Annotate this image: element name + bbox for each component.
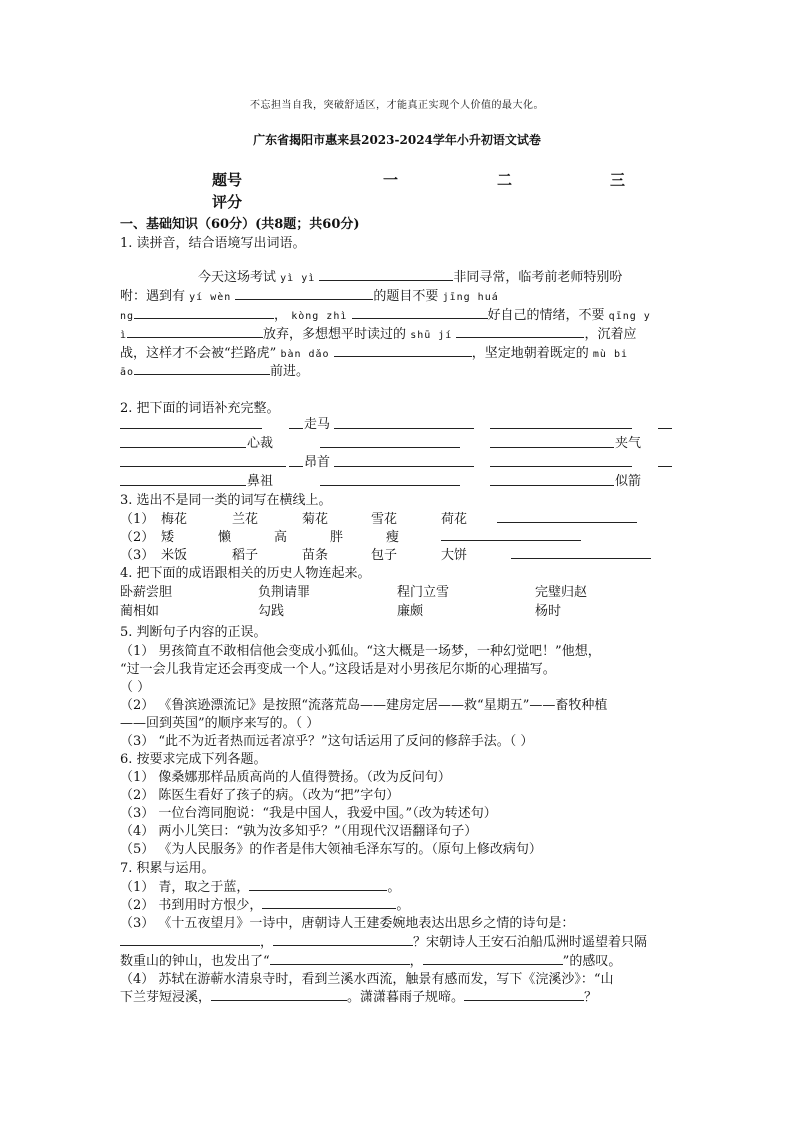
q7-item4-line2: [120, 986, 597, 1005]
q3-row1-number: （1）: [120, 512, 155, 527]
q7-text: ”的感叹。: [562, 954, 622, 969]
q3-word: 荷花: [441, 512, 468, 527]
pinyin: mù bi: [592, 349, 628, 360]
pinyin: yì yì: [280, 273, 316, 284]
q3-word: 梅花: [161, 512, 188, 527]
answer-blank[interactable]: [211, 988, 347, 1001]
q6-item: （3） 一位台湾同胞说：“我是中国人，我爱中国。”（改为转述句）: [120, 806, 497, 821]
q7-text: ，: [409, 954, 423, 969]
q1-line1: [198, 266, 622, 285]
answer-blank[interactable]: [490, 447, 614, 448]
q3-word: 高: [274, 530, 288, 545]
pinyin: ng: [120, 311, 135, 322]
q3-word: 胖: [330, 530, 344, 545]
answer-blank[interactable]: [273, 933, 413, 946]
answer-blank[interactable]: [441, 540, 581, 541]
q5-item2-line1: （2） 《鲁滨逊漂流记》是按照“流落荒岛——建房定居——救“星期五”——畜牧种植: [120, 698, 608, 713]
q1-line5: [120, 342, 628, 361]
q1-text: 咐：遇到有: [120, 289, 186, 304]
answer-blank[interactable]: [319, 268, 453, 281]
q4-idiom[interactable]: 负荆请罪: [258, 585, 311, 600]
q7-item1: [120, 876, 400, 895]
q2-word-xincai: 心裁: [247, 436, 274, 451]
q5-item1-answer[interactable]: （ ）: [120, 680, 151, 695]
table-col-2: 二: [497, 171, 513, 189]
q7-text: ，: [260, 935, 274, 950]
pinyin: qīng y: [608, 311, 651, 322]
q1-text: 的题目不要: [373, 289, 439, 304]
answer-blank[interactable]: [334, 428, 474, 429]
pinyin: ì: [120, 330, 128, 341]
q3-title: 3. 选出不是同一类的词写在横线上。: [120, 493, 332, 508]
answer-blank[interactable]: [464, 988, 584, 1001]
q5-item1-line2: “过一会儿我肯定还会再变成一个人。”这段话是对小男孩尼尔斯的心理描写。: [120, 662, 556, 677]
q7-text: 数重山的钟山，也发出了“: [120, 954, 270, 969]
q3-word: 兰花: [232, 512, 259, 527]
q1-text: ，: [274, 308, 288, 323]
q5-item3: （3） “此不为近者热而远者凉乎？”这句话运用了反问的修辞手法。（ ）: [120, 734, 534, 749]
q3-word: 大饼: [441, 548, 468, 563]
q3-word: 瘦: [386, 530, 400, 545]
q5-item2-line2: ——回到英国”的顺序来写的。（ ）: [120, 716, 320, 731]
pinyin: yí wèn: [189, 292, 232, 303]
answer-blank[interactable]: [289, 428, 303, 429]
q3-row3-number: （3）: [120, 548, 155, 563]
q7-text: （2） 书到用时方恨少，: [120, 898, 263, 913]
pinyin: shū jí: [410, 330, 453, 341]
q3-word: 包子: [371, 548, 398, 563]
q1-text: ，坚定地朝着既定的: [471, 346, 589, 361]
q4-person[interactable]: 勾践: [258, 604, 285, 619]
answer-blank[interactable]: [320, 485, 460, 486]
q1-text: 今天这场考试: [198, 270, 277, 285]
answer-blank[interactable]: [120, 485, 246, 486]
q4-idiom[interactable]: 卧薪尝胆: [120, 585, 173, 600]
answer-blank[interactable]: [658, 428, 672, 429]
pinyin: kòng zhì: [291, 311, 348, 322]
q4-idiom[interactable]: 完璧归赵: [535, 585, 588, 600]
answer-blank[interactable]: [490, 466, 632, 467]
section-heading: 一、基础知识（60分）(共8题；共60分): [120, 217, 360, 232]
q2-word-angshou: 昂首: [304, 455, 331, 470]
table-label-question-no: 题号: [212, 171, 243, 189]
q1-text: 前进。: [270, 364, 310, 379]
q3-word: 矮: [161, 530, 175, 545]
answer-blank[interactable]: [334, 344, 472, 357]
answer-blank[interactable]: [490, 428, 632, 429]
q3-word: 苗条: [302, 548, 329, 563]
q1-text: 非同寻常，临考前老师特别吩: [453, 270, 623, 285]
q3-word: 懒: [218, 530, 232, 545]
answer-blank[interactable]: [262, 896, 396, 909]
q7-text: 。: [396, 898, 410, 913]
answer-blank[interactable]: [658, 466, 672, 467]
q7-title: 7. 积累与运用。: [120, 861, 215, 876]
answer-blank[interactable]: [134, 362, 270, 375]
pinyin: jīng huá: [442, 292, 499, 303]
q4-person[interactable]: 廉颇: [397, 604, 424, 619]
table-label-score: 评分: [212, 193, 243, 211]
q7-item3-line2: [120, 931, 647, 950]
answer-blank[interactable]: [334, 466, 474, 467]
q4-idiom[interactable]: 程门立雪: [397, 585, 450, 600]
answer-blank[interactable]: [235, 287, 373, 300]
q1-text: ，沉着应: [584, 327, 637, 342]
q6-item: （1） 像桑娜那样品质高尚的人值得赞扬。（改为反问句）: [120, 770, 451, 785]
q7-text: 。潇潇暮雨子规啼。: [347, 990, 465, 1005]
answer-blank[interactable]: [423, 952, 563, 965]
q2-word-bizu: 鼻祖: [247, 474, 274, 489]
q4-person[interactable]: 杨时: [535, 604, 562, 619]
q7-text: ？宋朝诗人王安石泊船瓜洲时遥望着只隔: [413, 935, 648, 950]
answer-blank[interactable]: [497, 522, 637, 523]
q7-text: （1） 青，取之于蓝，: [120, 880, 250, 895]
pinyin: āo: [120, 367, 135, 378]
table-col-1: 一: [383, 171, 399, 189]
q5-item1-line1: （1） 男孩简直不敢相信他会变成小狐仙。“这大概是一场梦，一种幻觉吧！”他想，: [120, 644, 601, 659]
q2-word-jiaqi: 夹气: [615, 436, 642, 451]
q1-line4: [120, 323, 636, 342]
answer-blank[interactable]: [120, 466, 286, 467]
answer-blank[interactable]: [490, 485, 614, 486]
answer-blank[interactable]: [120, 933, 260, 946]
answer-blank[interactable]: [320, 447, 460, 448]
q7-text: ？: [584, 990, 598, 1005]
answer-blank[interactable]: [127, 325, 263, 338]
answer-blank[interactable]: [249, 878, 387, 891]
q2-title: 2. 把下面的词语补充完整。: [120, 401, 280, 416]
q3-word: 雪花: [371, 512, 398, 527]
q1-text: 好自己的情绪，不要: [487, 308, 605, 323]
q7-item3-line1: （3） 《十五夜望月》一诗中，唐朝诗人王建委婉地表达出思乡之情的诗句是：: [120, 916, 575, 931]
motto: 不忘担当自我，突破舒适区，才能真正实现个人价值的最大化。: [250, 100, 544, 111]
q1-text: 战，这样才不会被“拦路虎”: [120, 346, 277, 361]
q7-item3-line3: [120, 950, 621, 969]
q3-word: 稻子: [232, 548, 259, 563]
q1-text: 放弃，多想想平时读过的: [263, 327, 407, 342]
q1-title: 1. 读拼音，结合语境写出词语。: [120, 236, 306, 251]
q2-word-zouma: 走马: [304, 417, 331, 432]
q7-item2: [120, 894, 409, 913]
q7-item4-line1: （4） 苏轼在游蕲水清泉寺时，看到兰溪水西流，触景有感而发，写下《浣溪沙》：“山: [120, 972, 614, 987]
q1-line3: [120, 304, 651, 323]
pinyin: bàn dǎo: [280, 349, 330, 360]
q7-text: 下兰芽短浸溪，: [120, 990, 212, 1005]
answer-blank[interactable]: [289, 466, 303, 467]
q2-word-sijian: 似箭: [615, 474, 642, 489]
exam-title: 广东省揭阳市惠来县2023-2024学年小升初语文试卷: [253, 133, 541, 147]
q6-item: （4） 两小儿笑曰：“孰为汝多知乎？”（用现代汉语翻译句子）: [120, 824, 478, 839]
q1-line2: [120, 285, 499, 304]
answer-blank[interactable]: [352, 306, 488, 319]
q6-item: （5） 《为人民服务》的作者是伟大领袖毛泽东写的。（原句上修改病句）: [120, 842, 542, 857]
table-col-3: 三: [610, 171, 626, 189]
answer-blank[interactable]: [120, 428, 262, 429]
q1-line6: [120, 360, 309, 379]
answer-blank[interactable]: [134, 306, 274, 319]
q3-row2-number: （2）: [120, 530, 155, 545]
q6-title: 6. 按要求完成下列各题。: [120, 752, 267, 767]
answer-blank[interactable]: [511, 558, 651, 559]
q5-title: 5. 判断句子内容的正误。: [120, 625, 267, 640]
q7-text: 。: [387, 880, 401, 895]
answer-blank[interactable]: [270, 952, 410, 965]
q6-item: （2） 陈医生看好了孩子的病。（改为“把”字句）: [120, 788, 400, 803]
answer-blank[interactable]: [456, 325, 584, 338]
q3-word: 米饭: [161, 548, 188, 563]
q4-person[interactable]: 蔺相如: [120, 604, 160, 619]
q4-title: 4. 把下面的成语跟相关的历史人物连起来。: [120, 566, 371, 581]
answer-blank[interactable]: [120, 447, 246, 448]
q3-word: 菊花: [302, 512, 329, 527]
